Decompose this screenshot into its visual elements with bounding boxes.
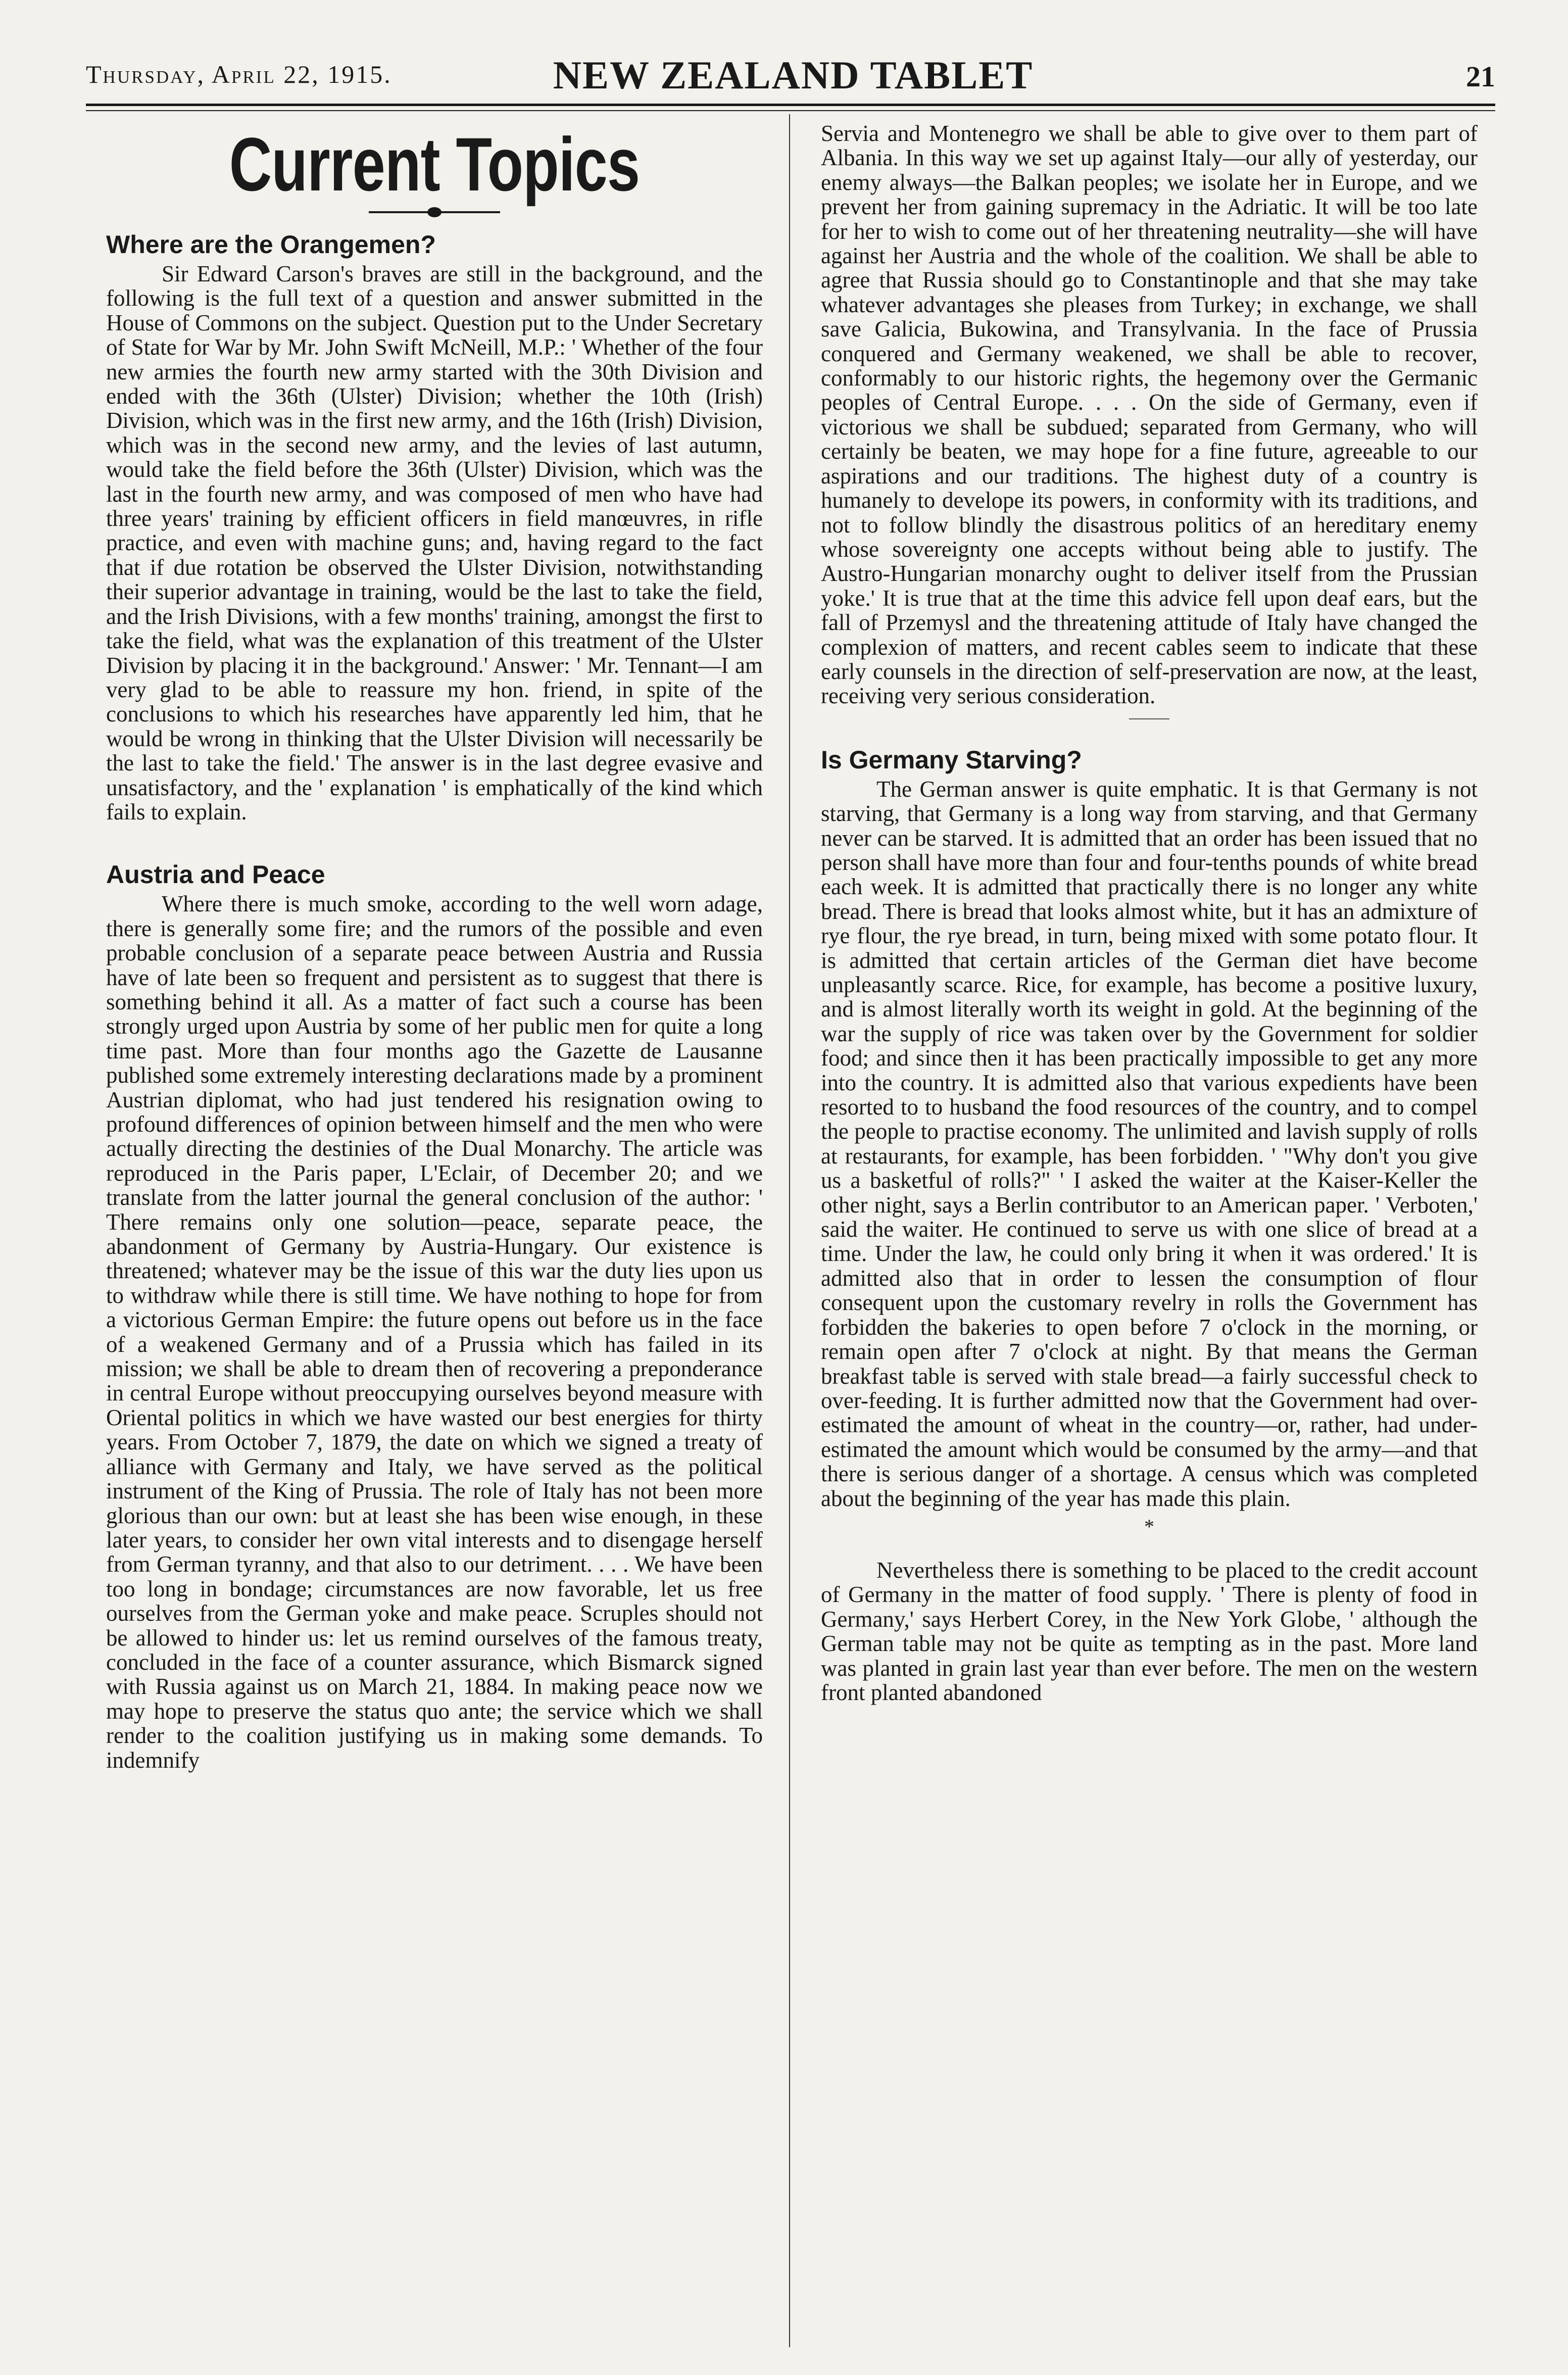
right-column <box>821 121 1478 2354</box>
article-gap <box>106 824 763 859</box>
section-star-divider: * <box>1144 1515 1154 1538</box>
page-number: 21 <box>1466 60 1495 93</box>
header-rule-thin <box>86 110 1495 111</box>
article-heading-orangemen: Where are the Orangemen? <box>106 230 436 259</box>
article-body-austria: Where there is much smoke, according to the well worn adage, there is generally some fire; and the rumors of the possible and even probable conclusion of a separate peace between Austria and Russia have of late been so frequent and persistent as to suggest that there is something behind it all. As a matter of fact such a course has been strongly urged upon Austria by some of her public men for quite a long time past. More than four months ago the Gazette de Lausanne published some extremely interesting declarations made by a prominent Austrian diplomat, who had just tendered his resignation owing to profound differences of opinion between himself and the men who were actually directing the destinies of the Dual Monarchy. The article was reproduced in the Paris paper, L'Eclair, of December 20; and we translate from the latter journal the general conclusion of the author: ' There remains only one solution—peace, separate peace, the abandonment of Germany by Austria-Hungary. Our existence is threatened; whatever may be the issue of this war the duty lies upon us to withdraw while there is still time. We have nothing to hope for from a victorious German Empire: the future opens out before us in the face of a weakened Germany and of a Prussia which has failed in its mission; we shall be able to dream then of recovering a preponderance in central Europe without preoccupying ourselves beyond measure with Oriental politics in which we have wasted our best energies for thirty years. From October 7, 1879, the date on which we signed a treaty of alliance with Germany and Italy, we have served as the political instrument of the King of Prussia. The role of Italy has not been more glorious than our own: but at least she has been wise enough, in these later years, to consider her own vital interests and to disengage herself from German tyranny, and that also to our detriment. . . . We have been too long in bondage; circumstances are now favorable, let us free ourselves from the German yoke and make peace. Scruples should not be allowed to hinder us: let us remind ourselves of the famous treaty, concluded in the face of a counter assurance, which Bismarck signed with Russia against us on March 21, 1884. In making peace now we may hope to preserve the status quo ante; the service which we shall render to the coalition justifying us in making some demands. To indemnify <box>106 891 763 1773</box>
article-separator <box>1129 718 1169 719</box>
masthead-ornament <box>369 211 500 213</box>
article-body-orangemen: Sir Edward Carson's braves are still in the background, and the following is the full text of a question and answer submitted in the House of Commons on the subject. Question put to the Under Secretary of State for War by Mr. John Swift McNeill, M.P.: ' Whether of the four new armies the fourth new army started with the 30th Division and ended with the 36th (Ulster) Division; whether the 10th (Irish) Division, which was in the first new army, and the 16th (Irish) Division, which was in the second new army, and the levies of last autumn, would take the field before the 36th (Ulster) Division, which was the last in the fourth new army, and was composed of men who have had three years' training by efficient officers in field manœuvres, in rifle practice, and even with machine guns; and, having regard to the fact that if due rotation be observed the Ulster Division, notwithstanding their superior advantage in training, would be the last to take the field, and the Irish Divisions, with a few months' training, amongst the first to take the field, what was the explanation of this treatment of the Ulster Division by placing it in the background.' Answer: ' Mr. Tennant—I am very glad to be able to reassure my hon. friend, in spite of the conclusions to which his researches have apparently led him, that he would be wrong in thinking that the Ulster Division will necessarily be the last to take the field.' The answer is in the last degree evasive and unsatisfactory, and the ' explanation ' is emphatically of the kind which fails to explain. <box>106 261 763 825</box>
article-body-austria-continued: Servia and Montenegro we shall be able to give over to them part of Albania. In this way we set up against Italy—our ally of yesterday, our enemy always—the Balkan peoples; we isolate her in Europe, and we prevent her from gaining supremacy in the Adriatic. It will be too late for her to wish to come out of her threatening neutrality—she will have against her Austria and the whole of the coalition. We shall be able to agree that Russia should go to Constantinople and that she may take whatever advantages she pleases from Turkey; in exchange, we shall save Galicia, Bukowina, and Transylvania. In the face of Prussia conquered and Germany weakened, we shall be able to recover, conformably to our historic rights, the hegemony over the Germanic peoples of Central Europe. . . . On the side of Germany, even if victorious we shall be subdued; separated from Germany, who will certainly be beaten, we may hope for a fine future, agreeable to our aspirations and our traditions. The highest duty of a country is humanely to develope its powers, in conformity with its traditions, and not to follow blindly the disastrous politics of an hereditary enemy whose sovereignty one accepts without being able to justify. The Austro-Hungarian monarchy ought to deliver itself from the Prussian yoke.' It is true that at the time this advice fell upon deaf ears, but the fall of Przemysl and the threatening attitude of Italy have changed the complexion of matters, and recent cables seem to indicate that these early counsels in the direction of self-preservation are now, at the least, receiving very serious consideration. <box>821 121 1478 709</box>
header-rule-thick <box>86 104 1495 106</box>
page-header <box>86 51 1495 106</box>
article-heading-austria: Austria and Peace <box>106 860 325 889</box>
issue-date: Thursday, April 22, 1915. <box>86 60 392 88</box>
publication-title: NEW ZEALAND TABLET <box>553 53 1034 97</box>
article-heading-germany: Is Germany Starving? <box>821 745 1082 774</box>
article-body-germany: The German answer is quite emphatic. It is that Germany is not starving, that Germany is a long way from starving, and that Germany never can be starved. It is admitted that an order has been issued that no person shall have more than four and four-tenths pounds of white bread each week. It is admitted that practically there is no longer any white bread. There is bread that looks almost white, but it has an admixture of rye flour, the rye bread, in turn, being mixed with some potato flour. It is admitted that certain articles of the German diet have become unpleasantly scarce. Rice, for example, has become a positive luxury, and is almost literally worth its weight in gold. At the beginning of the war the supply of rice was taken over by the Government for soldier food; and since then it has been practically impossible to get any more into the country. It is admitted also that various expedients have been resorted to to husband the food resources of the country, and to compel the people to practise economy. The unlimited and lavish supply of rolls at restaurants, for example, has been forbidden. ' "Why don't you give us a basketful of rolls?" ' I asked the waiter at the Kaiser-Keller the other night, says a Berlin contributor to an American paper. ' Verboten,' said the waiter. He continued to serve us with one slice of bread at a time. Under the law, he could only bring it when it was ordered.' It is admitted also that in order to lessen the consumption of flour consequent upon the customary revelry in rolls the Government has forbidden the bakeries to open before 7 o'clock in the morning, or remain open after 7 o'clock at night. By that means the German breakfast table is served with stale bread—a fairly successful check to over-feeding. It is further admitted now that the Government had over-estimated the amount of wheat in the country—or, rather, had under-estimated the amount which would be consumed by the army—and that there is serious danger of a shortage. A census which was completed about the beginning of the year has made this plain. <box>821 776 1478 1511</box>
article-body-germany-continued: Nevertheless there is something to be placed to the credit account of Germany in the matter of food supply. ' There is plenty of food in Germany,' says Herbert Corey, in the New York Globe, ' although the German table may not be quite as tempting as in the past. More land was planted in grain last year than ever before. The men on the western front planted abandoned <box>821 1557 1478 1705</box>
section-masthead: Current Topics <box>229 122 640 207</box>
column-divider <box>789 114 790 2347</box>
left-column <box>106 121 763 2354</box>
